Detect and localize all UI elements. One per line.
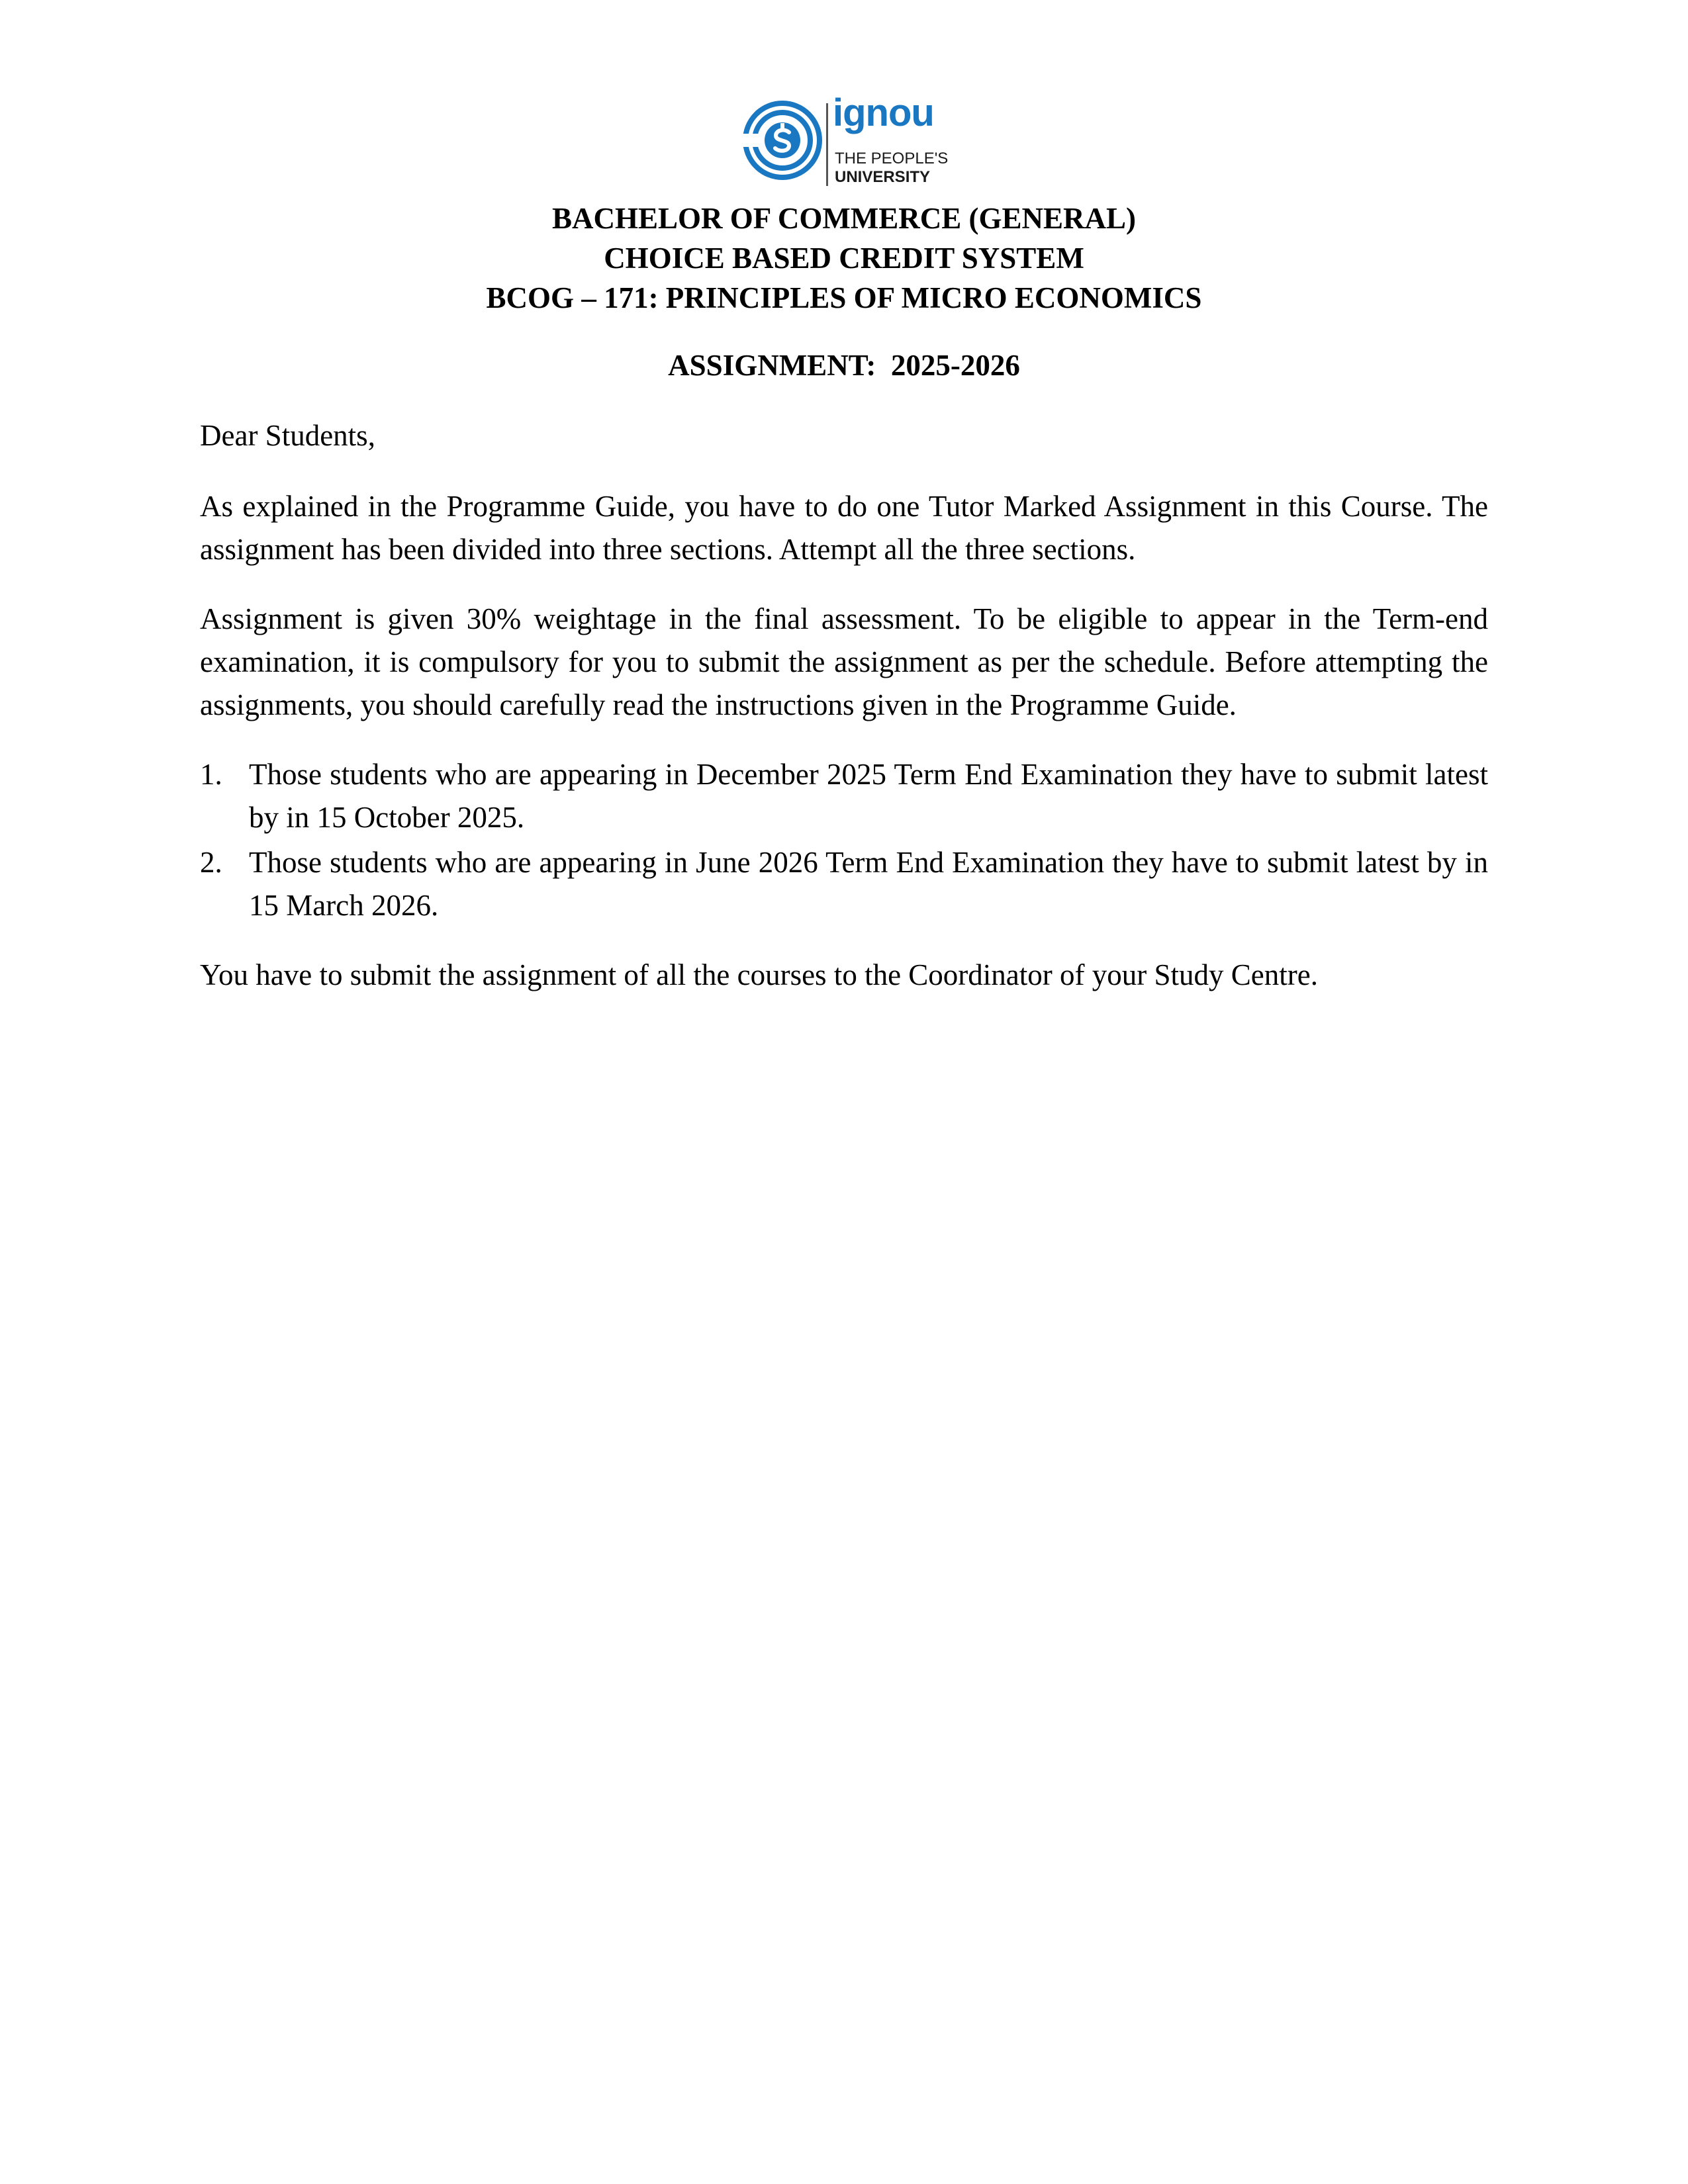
- closing-paragraph: You have to submit the assignment of all the courses to the Coordinator of your Study Centre.: [200, 958, 1318, 991]
- ignou-emblem-icon: [741, 99, 827, 185]
- credit-system-title: CHOICE BASED CREDIT SYSTEM: [604, 242, 1084, 275]
- list-item: [200, 753, 1488, 839]
- list-item-text: Those students who are appearing in December 2025 Term End Examination they have to submit latest by in 15 October 2025.: [249, 758, 1488, 834]
- weightage-paragraph: Assignment is given 30% weightage in the final assessment. To be eligible to appear in the Term-end examination, it is compulsory for you to submit the assignment as per the schedule. Before attempting the assignments, you should carefully read the instructions given in the Programme Guide.: [200, 602, 1488, 721]
- list-item: [200, 841, 1488, 927]
- logo-wordmark: ignou: [833, 91, 934, 134]
- salutation: Dear Students,: [200, 419, 375, 452]
- ignou-logo: [741, 91, 949, 189]
- list-item-text: Those students who are appearing in June 2026 Term End Examination they have to submit latest by in 15 March 2026.: [249, 846, 1488, 922]
- course-title: BCOG – 171: PRINCIPLES OF MICRO ECONOMICS: [486, 281, 1202, 314]
- assignment-title: ASSIGNMENT: 2025-2026: [668, 349, 1020, 382]
- logo-tagline-line2: UNIVERSITY: [835, 168, 931, 186]
- intro-paragraph: As explained in the Programme Guide, you have to do one Tutor Marked Assignment in this Course. The assignment has been divided into three sections. Attempt all the three sections.: [200, 490, 1488, 566]
- list-item-number: 2.: [200, 846, 222, 879]
- document-body: [200, 414, 1488, 997]
- logo-divider: [826, 103, 828, 186]
- programme-title: BACHELOR OF COMMERCE (GENERAL): [551, 202, 1137, 235]
- submission-schedule-list: [200, 753, 1488, 927]
- logo-tagline-line1: THE PEOPLE'S: [835, 150, 949, 167]
- document-header: [199, 199, 1489, 318]
- list-item-number: 1.: [200, 758, 222, 791]
